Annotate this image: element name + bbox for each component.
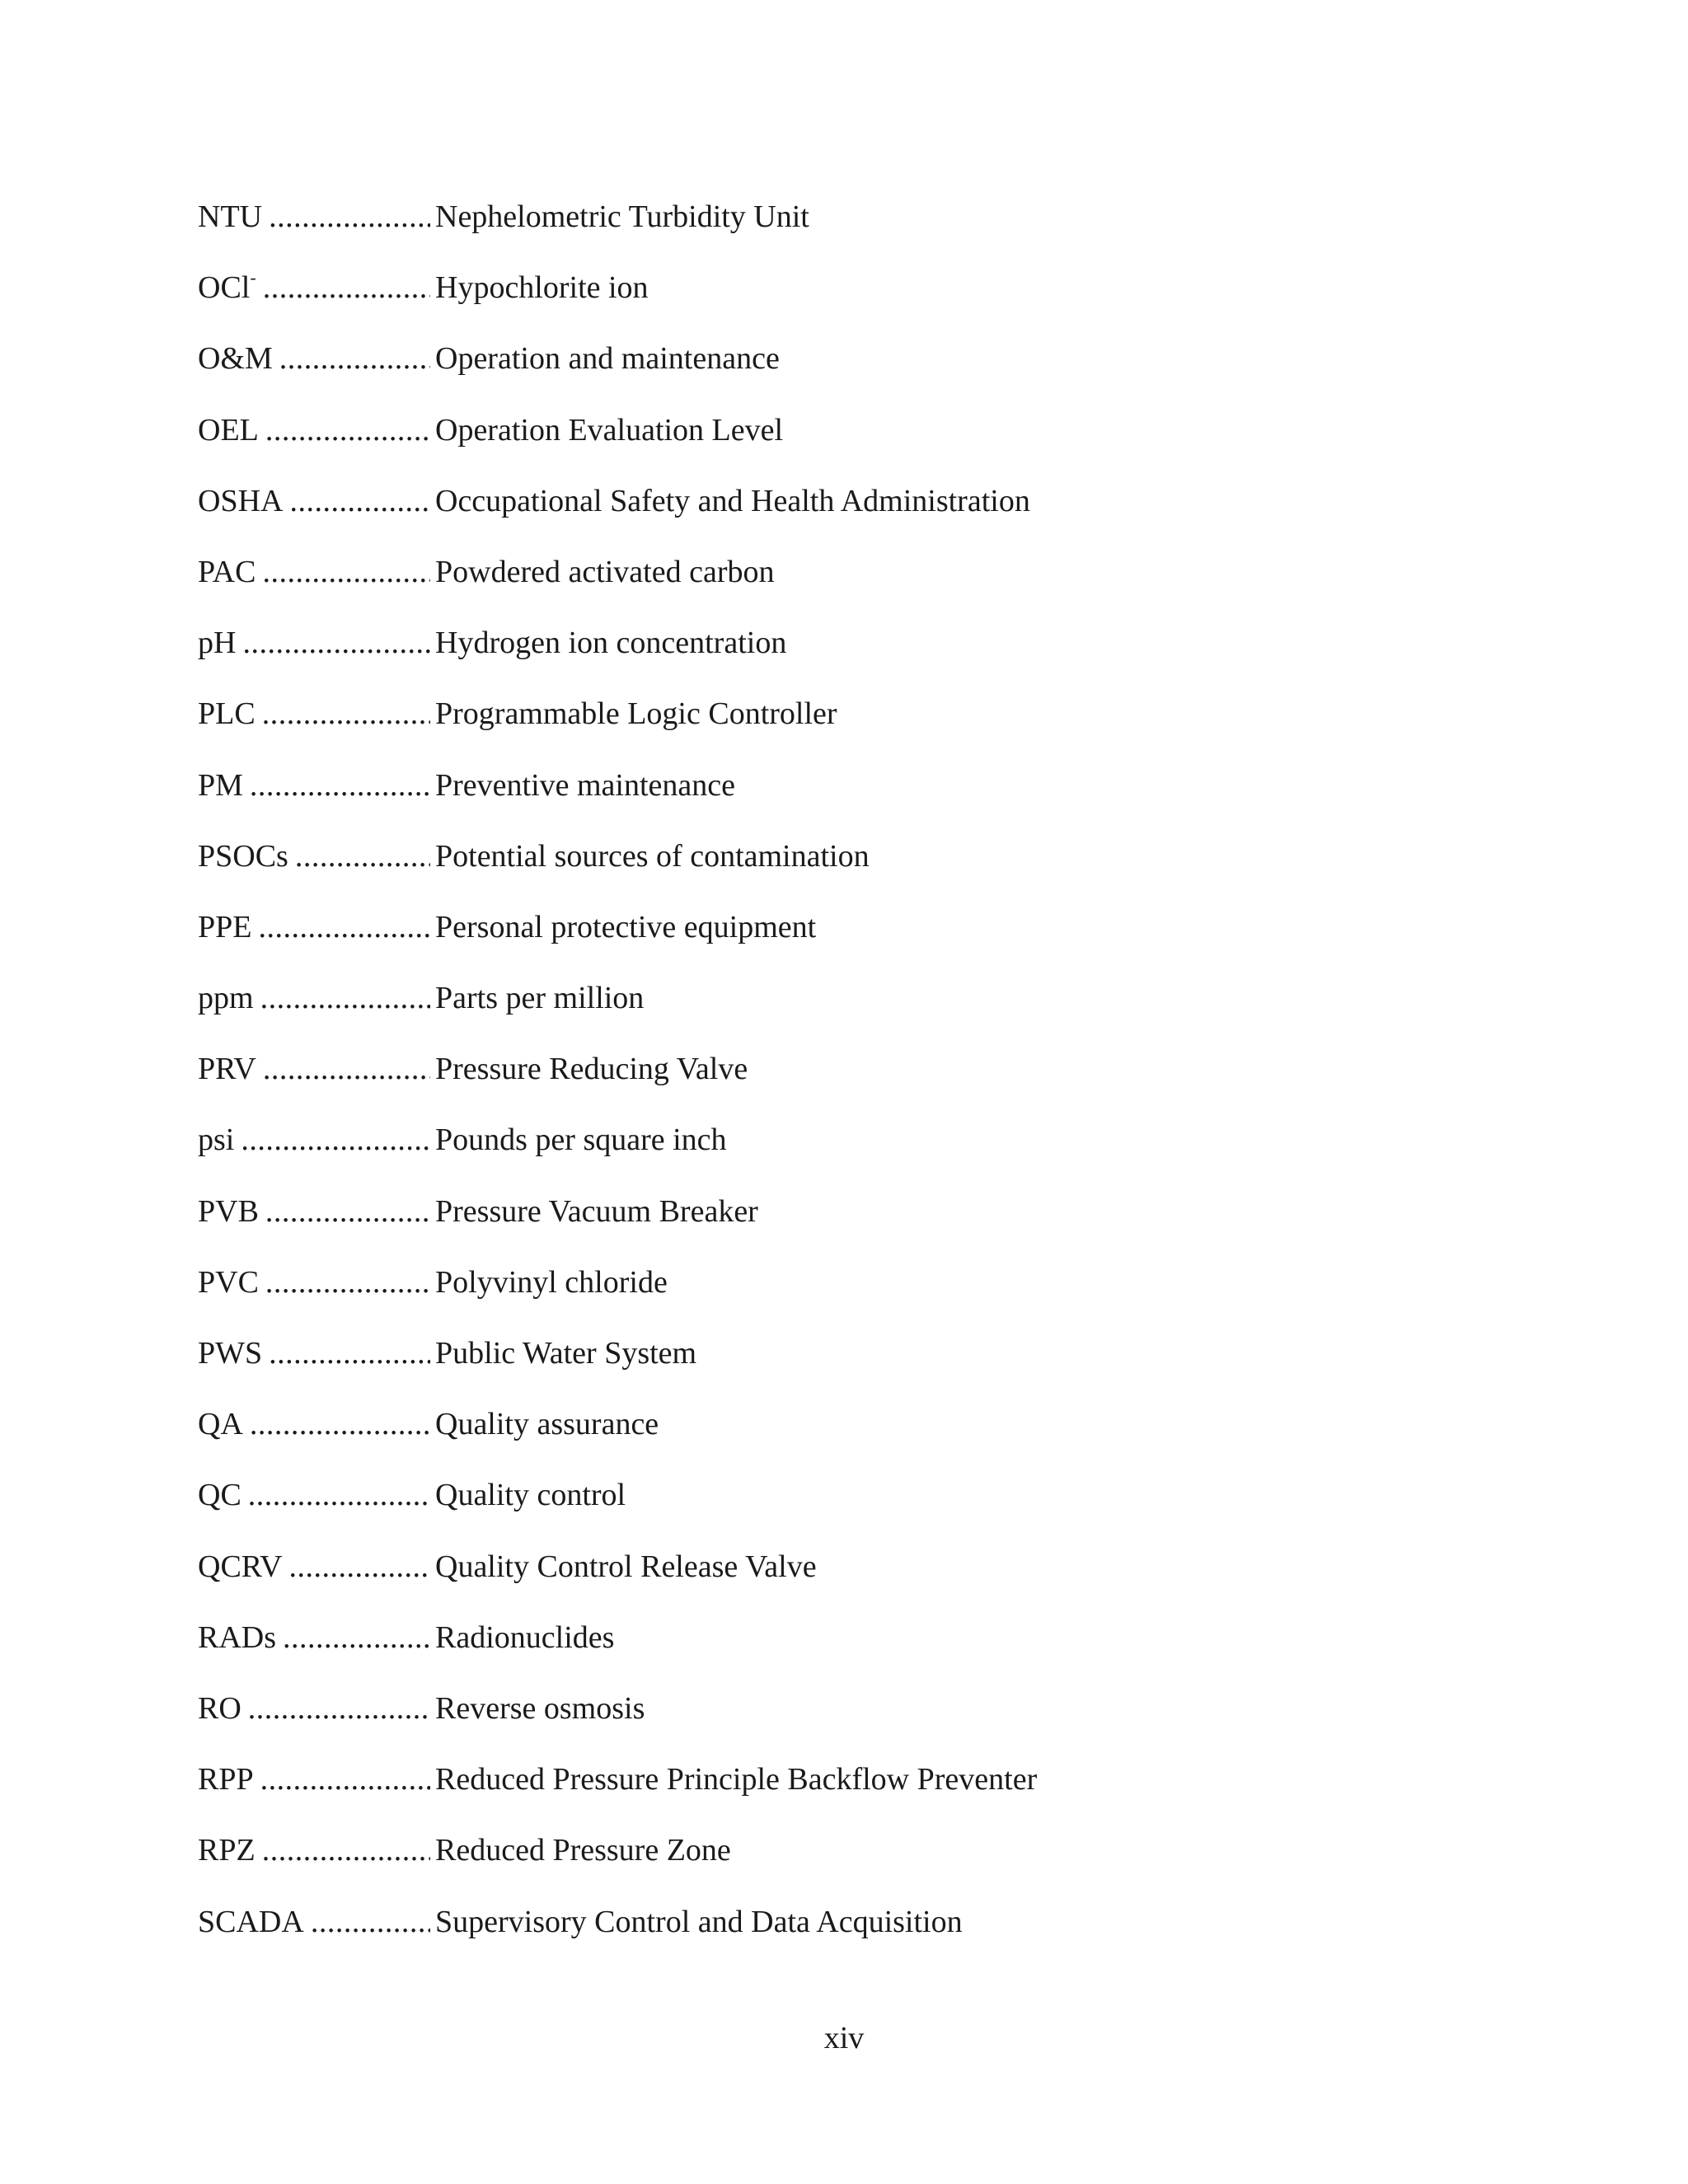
abbreviation-term-text: RPZ xyxy=(198,1833,256,1868)
abbreviation-term-cell xyxy=(198,1474,435,1516)
abbreviation-definition: Reduced Pressure Zone xyxy=(435,1833,731,1868)
abbreviation-term xyxy=(198,1474,241,1516)
abbreviation-entry xyxy=(198,1048,1484,1119)
abbreviation-term-text: SCADA xyxy=(198,1904,304,1939)
abbreviation-definition: Public Water System xyxy=(435,1336,697,1371)
abbreviation-definition: Quality Control Release Valve xyxy=(435,1549,817,1584)
page-number: xiv xyxy=(823,2021,865,2055)
dot-leader xyxy=(289,1546,430,1587)
abbreviation-term-cell xyxy=(198,1830,435,1871)
abbreviation-term-text: PVB xyxy=(198,1193,259,1229)
abbreviation-definition: Polyvinyl chloride xyxy=(435,1264,668,1300)
dot-leader xyxy=(269,196,430,237)
abbreviation-entry xyxy=(198,765,1484,836)
abbreviation-term-text: PVC xyxy=(198,1264,259,1300)
abbreviation-term xyxy=(198,1546,283,1587)
abbreviation-term xyxy=(198,410,259,451)
abbreviation-entry xyxy=(198,1759,1484,1830)
dot-leader xyxy=(262,1830,430,1871)
abbreviation-entry xyxy=(198,1474,1484,1545)
dot-leader xyxy=(262,551,430,593)
abbreviation-term-cell xyxy=(198,480,435,522)
abbreviation-term-text: RO xyxy=(198,1690,241,1726)
abbreviation-term xyxy=(198,551,256,593)
abbreviation-term-text: PPE xyxy=(198,909,252,944)
abbreviation-term xyxy=(198,338,273,379)
abbreviation-term-cell xyxy=(198,1404,435,1445)
abbreviation-term-text: QA xyxy=(198,1407,243,1442)
abbreviation-term-cell xyxy=(198,410,435,451)
abbreviation-term-text: PWS xyxy=(198,1336,263,1371)
abbreviation-term-cell xyxy=(198,765,435,806)
abbreviation-term-cell xyxy=(198,1546,435,1587)
dot-leader xyxy=(242,622,430,663)
abbreviation-term-text: OEL xyxy=(198,412,259,448)
abbreviation-term-cell xyxy=(198,907,435,948)
abbreviation-term-cell xyxy=(198,1191,435,1232)
abbreviation-term-text: NTU xyxy=(198,199,263,234)
abbreviation-term xyxy=(198,622,236,663)
abbreviation-term-text: RADs xyxy=(198,1619,277,1655)
abbreviation-term-cell xyxy=(198,196,435,237)
abbreviation-term-text: PM xyxy=(198,767,243,803)
abbreviation-term-text: PLC xyxy=(198,696,256,732)
abbreviation-term-text: RPP xyxy=(198,1762,254,1797)
abbreviation-entry xyxy=(198,977,1484,1048)
abbreviation-term-cell xyxy=(198,1048,435,1090)
abbreviation-term xyxy=(198,977,254,1019)
abbreviation-definition: Pounds per square inch xyxy=(435,1122,727,1158)
abbreviation-term-cell xyxy=(198,836,435,877)
abbreviation-term-text: psi xyxy=(198,1122,235,1158)
abbreviation-definition: Nephelometric Turbidity Unit xyxy=(435,199,809,234)
abbreviation-term-cell xyxy=(198,267,435,308)
abbreviation-term-cell xyxy=(198,551,435,593)
abbreviation-definition: Quality assurance xyxy=(435,1407,659,1442)
dot-leader xyxy=(258,907,430,948)
abbreviation-term xyxy=(198,267,256,308)
abbreviation-entry xyxy=(198,267,1484,338)
abbreviation-entry xyxy=(198,836,1484,907)
abbreviation-term xyxy=(198,1901,304,1943)
abbreviation-entry xyxy=(198,1688,1484,1759)
abbreviation-term xyxy=(198,765,243,806)
abbreviation-entry xyxy=(198,480,1484,551)
abbreviation-definition: Radionuclides xyxy=(435,1619,615,1655)
abbreviation-term xyxy=(198,1191,259,1232)
dot-leader xyxy=(250,765,430,806)
abbreviation-entry xyxy=(198,1119,1484,1190)
abbreviation-entry xyxy=(198,1830,1484,1900)
abbreviation-term-text: QC xyxy=(198,1478,241,1513)
abbreviation-term-cell xyxy=(198,1333,435,1374)
dot-leader xyxy=(279,338,430,379)
dot-leader xyxy=(260,1759,430,1800)
abbreviation-entry xyxy=(198,1262,1484,1333)
abbreviation-term-cell xyxy=(198,1617,435,1658)
dot-leader xyxy=(295,836,430,877)
abbreviation-definition: Reverse osmosis xyxy=(435,1690,645,1726)
abbreviation-definition: Occupational Safety and Health Administration xyxy=(435,483,1030,518)
abbreviation-term-cell xyxy=(198,1119,435,1160)
abbreviation-term xyxy=(198,1333,262,1374)
dot-leader xyxy=(248,1474,430,1516)
abbreviation-term-text: O&M xyxy=(198,341,273,377)
dot-leader xyxy=(289,480,430,522)
dot-leader xyxy=(241,1119,430,1160)
abbreviation-definition: Operation and maintenance xyxy=(435,341,780,377)
abbreviation-term xyxy=(198,196,262,237)
abbreviation-list xyxy=(198,196,1484,1972)
dot-leader xyxy=(311,1901,430,1943)
abbreviation-term xyxy=(198,1759,254,1800)
abbreviation-definition: Pressure Vacuum Breaker xyxy=(435,1193,758,1229)
abbreviation-term-cell xyxy=(198,1901,435,1943)
abbreviation-term-text: QCRV xyxy=(198,1549,283,1584)
abbreviation-term xyxy=(198,1688,241,1729)
abbreviation-entry xyxy=(198,1404,1484,1474)
dot-leader xyxy=(283,1617,430,1658)
abbreviation-entry xyxy=(198,1617,1484,1688)
abbreviation-term xyxy=(198,1830,256,1871)
abbreviation-definition: Personal protective equipment xyxy=(435,909,817,944)
abbreviation-entry xyxy=(198,410,1484,480)
abbreviation-term-cell xyxy=(198,622,435,663)
dot-leader xyxy=(265,1191,430,1232)
dot-leader xyxy=(265,410,430,451)
abbreviation-term xyxy=(198,480,283,522)
abbreviation-entry xyxy=(198,622,1484,693)
abbreviation-term-cell xyxy=(198,1759,435,1800)
abbreviation-term-cell xyxy=(198,977,435,1019)
abbreviation-definition: Powdered activated carbon xyxy=(435,554,775,589)
abbreviation-term xyxy=(198,1048,256,1090)
abbreviation-entry xyxy=(198,693,1484,764)
abbreviation-definition: Hydrogen ion concentration xyxy=(435,626,787,661)
abbreviation-term-text: pH xyxy=(198,626,237,661)
abbreviation-term-text: PSOCs xyxy=(198,838,288,874)
abbreviation-definition: Supervisory Control and Data Acquisition xyxy=(435,1904,963,1939)
abbreviation-term-cell xyxy=(198,338,435,379)
abbreviation-entry xyxy=(198,1546,1484,1617)
dot-leader xyxy=(250,1404,430,1445)
dot-leader xyxy=(263,267,430,308)
dot-leader xyxy=(265,1262,430,1303)
abbreviation-entry xyxy=(198,1191,1484,1262)
abbreviation-term xyxy=(198,693,256,734)
abbreviation-term xyxy=(198,1617,276,1658)
dot-leader xyxy=(269,1333,430,1374)
abbreviation-entry xyxy=(198,1333,1484,1404)
abbreviation-term-text: PRV xyxy=(198,1052,256,1087)
abbreviation-term-text: PAC xyxy=(198,554,256,589)
abbreviation-term xyxy=(198,836,288,877)
abbreviation-term-cell xyxy=(198,693,435,734)
abbreviation-term-text: OCl xyxy=(198,270,251,306)
abbreviation-term xyxy=(198,907,251,948)
dot-leader xyxy=(263,1048,430,1090)
abbreviation-definition: Pressure Reducing Valve xyxy=(435,1052,748,1087)
abbreviation-definition: Programmable Logic Controller xyxy=(435,696,837,732)
abbreviation-definition: Operation Evaluation Level xyxy=(435,412,784,448)
abbreviation-term-text: OSHA xyxy=(198,483,284,518)
abbreviation-entry xyxy=(198,196,1484,267)
abbreviation-term-superscript: - xyxy=(250,267,256,288)
abbreviation-definition: Quality control xyxy=(435,1478,626,1513)
abbreviation-entry xyxy=(198,1901,1484,1972)
abbreviation-term-text: ppm xyxy=(198,981,254,1016)
abbreviation-term-cell xyxy=(198,1688,435,1729)
abbreviation-term xyxy=(198,1262,259,1303)
abbreviation-definition: Potential sources of contamination xyxy=(435,838,870,874)
dot-leader xyxy=(248,1688,430,1729)
abbreviation-term xyxy=(198,1119,234,1160)
abbreviation-entry xyxy=(198,551,1484,622)
abbreviation-definition: Reduced Pressure Principle Backflow Preventer xyxy=(435,1762,1038,1797)
abbreviation-entry xyxy=(198,907,1484,977)
abbreviation-definition: Hypochlorite ion xyxy=(435,270,649,306)
abbreviation-definition: Preventive maintenance xyxy=(435,767,736,803)
abbreviation-term-cell xyxy=(198,1262,435,1303)
abbreviation-term xyxy=(198,1404,243,1445)
dot-leader xyxy=(260,977,430,1019)
dot-leader xyxy=(262,693,430,734)
abbreviation-definition: Parts per million xyxy=(435,981,645,1016)
abbreviation-entry xyxy=(198,338,1484,409)
